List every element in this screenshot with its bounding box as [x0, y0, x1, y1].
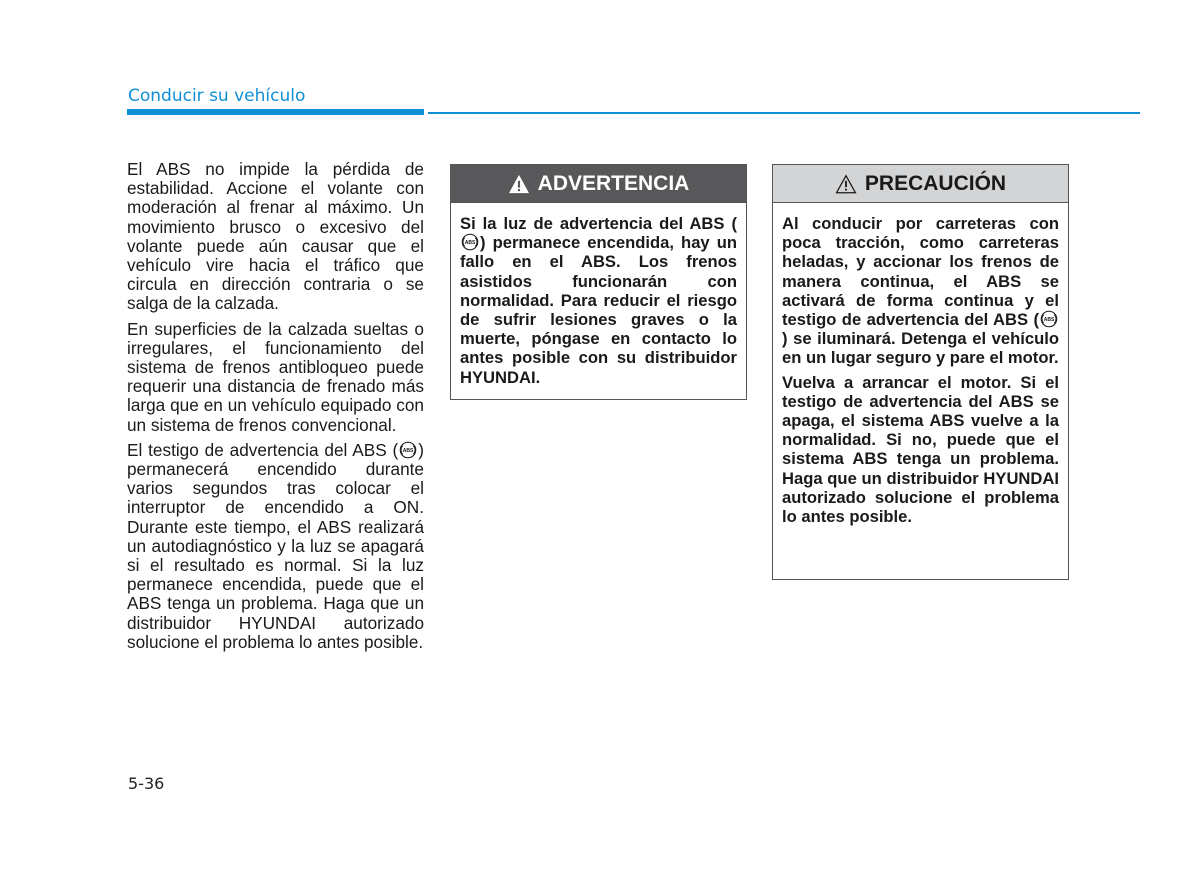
- svg-text:ABS: ABS: [1043, 316, 1055, 323]
- abs-warning-light-icon: [461, 233, 479, 251]
- caution-box: [772, 164, 1069, 580]
- warning-text: [460, 214, 737, 387]
- paragraph-loose-surfaces: En superficies de la calzada sueltas o irregulares, el funcionamiento del sistema de frenos antibloqueo puede requerir una distancia de frenado más larga que en un vehículo equipado con un sistema de frenos convencional.: [127, 318, 424, 435]
- header-rule-thin: [428, 112, 1140, 114]
- left-column: [127, 160, 424, 658]
- warning-box: [450, 164, 747, 400]
- abs-warning-light-icon: [399, 441, 417, 459]
- warning-title: ADVERTENCIA: [537, 171, 690, 195]
- svg-text:ABS: ABS: [402, 447, 414, 454]
- caution-text-b: ) se iluminará. Detenga el vehículo en un lugar seguro y pare el motor.: [782, 329, 1059, 368]
- caution-header: [773, 165, 1068, 203]
- paragraph-text-a: El testigo de advertencia del ABS (: [127, 439, 399, 460]
- caution-text-a: Al conducir por carreteras con poca tracción, como carreteras heladas, y accionar los frenos de manera continua, el ABS se activará de forma continua y el testigo de advertencia del ABS (: [782, 214, 1059, 330]
- warning-triangle-outline-icon: [835, 174, 857, 194]
- paragraph-text-b: ) permanecerá encendido durante varios segundos tras colocar el interruptor de encendido a ON. Durante este tiempo, el ABS realizará un autodiagnóstico y la luz se apagará si el resultado es normal. Si la luz permanece encendida, puede que el ABS tenga un problema. Haga que un distribuidor HYUNDAI autorizado solucione el problema lo antes posible.: [127, 439, 424, 652]
- caution-title: PRECAUCIÓN: [864, 171, 1007, 195]
- caution-paragraph-2: Vuelva a arrancar el motor. Si el testigo de advertencia del ABS se apaga, el sistema ABS vuelve a la normalidad. Si no, puede que el sistema ABS tenga un problema. Haga que un distribuidor HYUNDAI autorizado solucione el problema lo antes posible.: [782, 372, 1059, 527]
- warning-text-b: ) permanece encendida, hay un fallo en el ABS. Los frenos asistidos funcionarán con normalidad. Para reducir el riesgo de sufrir lesiones graves o la muerte, póngase en contacto lo antes posible con su distribuidor HYUNDAI.: [460, 233, 737, 387]
- caution-paragraph-1: [782, 214, 1059, 368]
- page-number: 5-36: [128, 774, 165, 793]
- caution-body: [773, 203, 1068, 526]
- warning-triangle-filled-icon: [508, 174, 530, 194]
- paragraph-stability: El ABS no impide la pérdida de estabilidad. Accione el volante con moderación al frenar al máximo. Un movimiento brusco o excesivo del volante puede aún causar que el vehículo vire hacia el tráfico que circula en dirección contraria o se salga de la calzada.: [127, 159, 424, 314]
- warning-header: [451, 165, 746, 203]
- abs-warning-light-icon: [1040, 310, 1058, 328]
- svg-text:ABS: ABS: [464, 240, 476, 247]
- section-title: Conducir su vehículo: [128, 86, 306, 106]
- header-rule-thick: [127, 109, 424, 115]
- paragraph-abs-light: [127, 441, 424, 652]
- warning-text-a: Si la luz de advertencia del ABS (: [460, 214, 737, 233]
- warning-body: [451, 203, 746, 387]
